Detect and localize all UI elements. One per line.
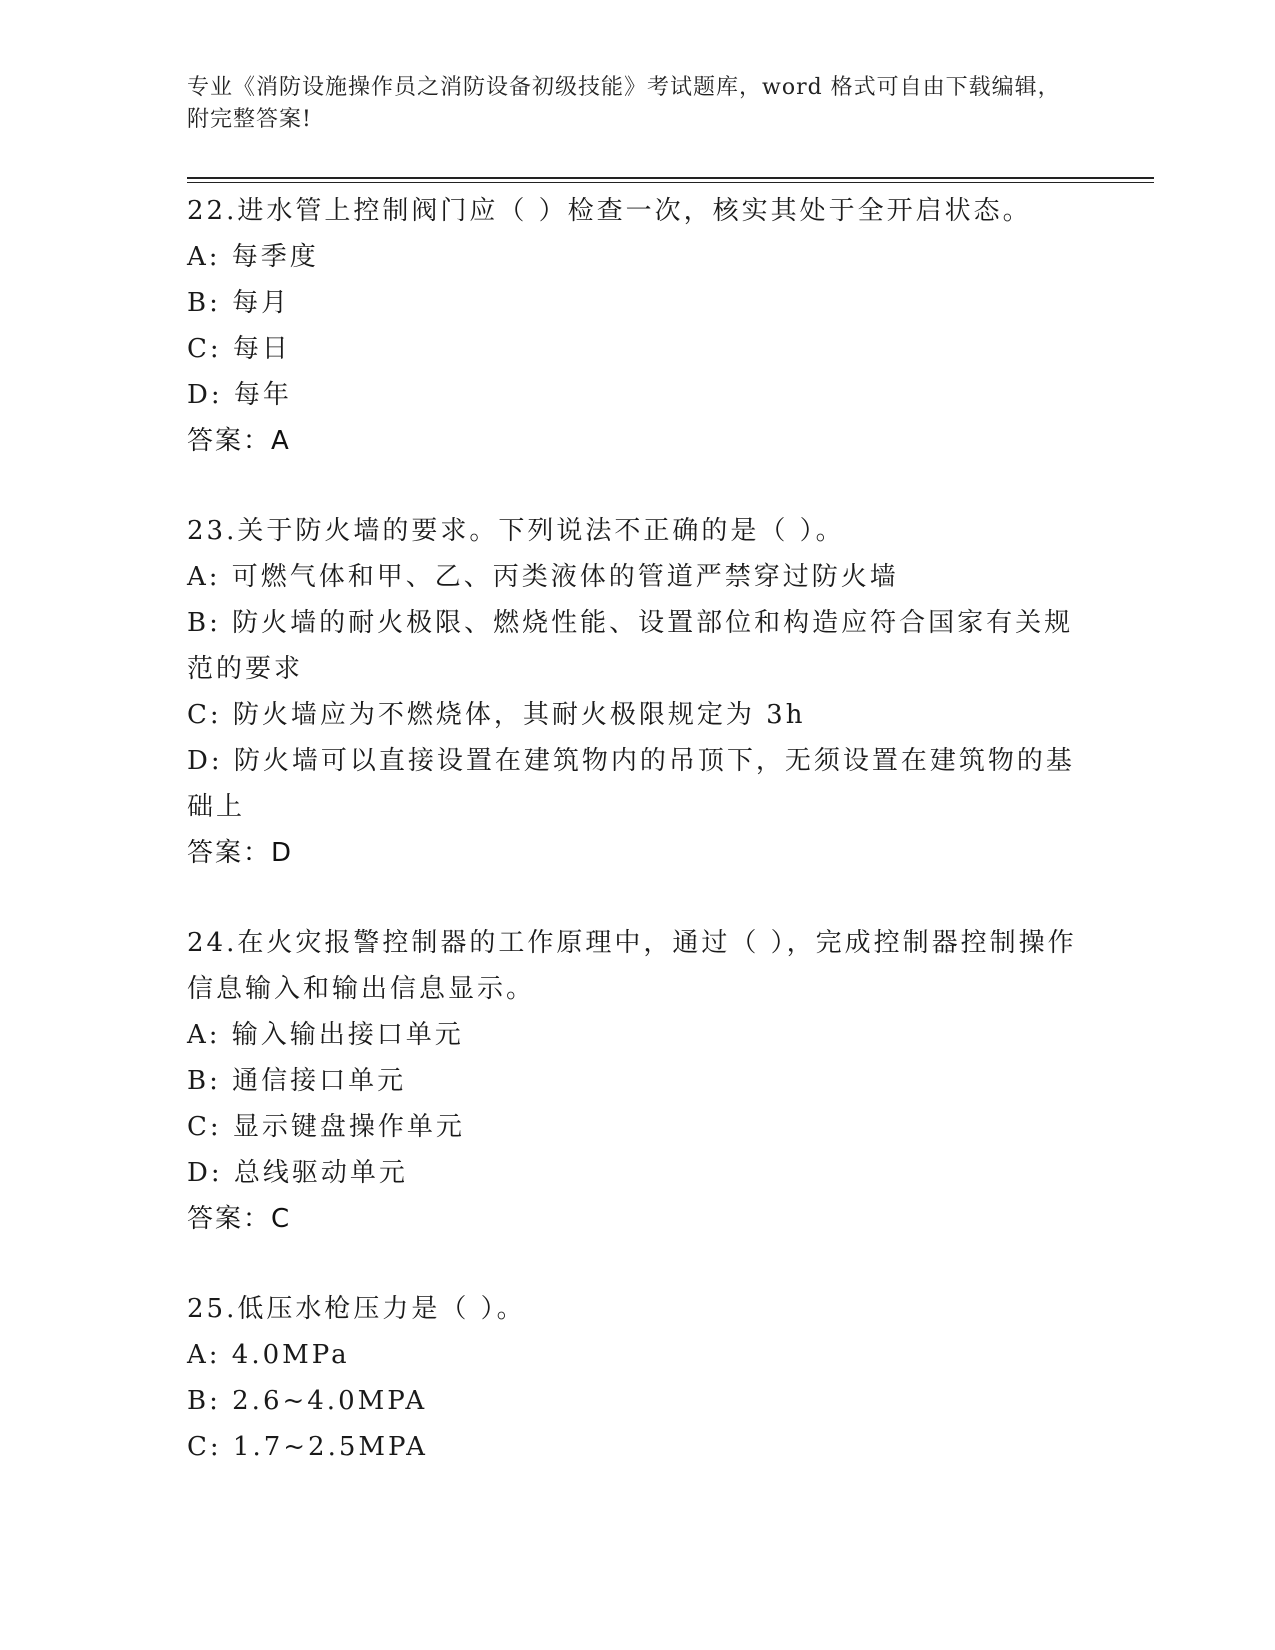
question-24	[187, 920, 1077, 1242]
answer-label: 答案：D	[187, 838, 294, 868]
option-a: A: 输入输出接口单元	[187, 1020, 464, 1050]
option-b: B: 防火墙的耐火极限、燃烧性能、设置部位和构造应符合国家有关规范的要求	[187, 608, 1074, 684]
question-stem: 23.关于防火墙的要求。下列说法不正确的是（ ）。	[187, 516, 845, 546]
option-c: C: 1.7~2.5MPA	[187, 1432, 428, 1462]
question-stem: 24.在火灾报警控制器的工作原理中，通过（ ），完成控制器控制操作信息输入和输出信息显示。	[187, 928, 1077, 1004]
question-list	[187, 188, 1077, 1514]
option-c: C: 显示键盘操作单元	[187, 1112, 465, 1142]
option-d: D: 防火墙可以直接设置在建筑物内的吊顶下，无须设置在建筑物的基础上	[187, 746, 1075, 822]
question-stem: 22.进水管上控制阀门应（ ）检查一次，核实其处于全开启状态。	[187, 196, 1032, 226]
question-25	[187, 1286, 1077, 1470]
option-b: B: 2.6~4.0MPA	[187, 1386, 428, 1416]
answer-label: 答案：A	[187, 426, 291, 456]
option-a: A: 可燃气体和甲、乙、丙类液体的管道严禁穿过防火墙	[187, 562, 899, 592]
option-c: C: 防火墙应为不燃烧体，其耐火极限规定为 3h	[187, 700, 806, 730]
answer-label: 答案：C	[187, 1204, 292, 1234]
option-a: A: 4.0MPa	[187, 1340, 350, 1370]
question-stem: 25.低压水枪压力是（ ）。	[187, 1294, 526, 1324]
header-divider-thick	[187, 177, 1154, 179]
header-divider-thin	[187, 182, 1154, 183]
option-d: D: 总线驱动单元	[187, 1158, 408, 1188]
question-22	[187, 188, 1077, 464]
option-d: D: 每年	[187, 380, 292, 410]
document-header: 专业《消防设施操作员之消防设备初级技能》考试题库，word 格式可自由下载编辑，附完整答案!	[187, 75, 1061, 132]
question-23	[187, 508, 1077, 876]
option-a: A: 每季度	[187, 242, 319, 272]
option-b: B: 每月	[187, 288, 291, 318]
option-c: C: 每日	[187, 334, 291, 364]
option-b: B: 通信接口单元	[187, 1066, 407, 1096]
